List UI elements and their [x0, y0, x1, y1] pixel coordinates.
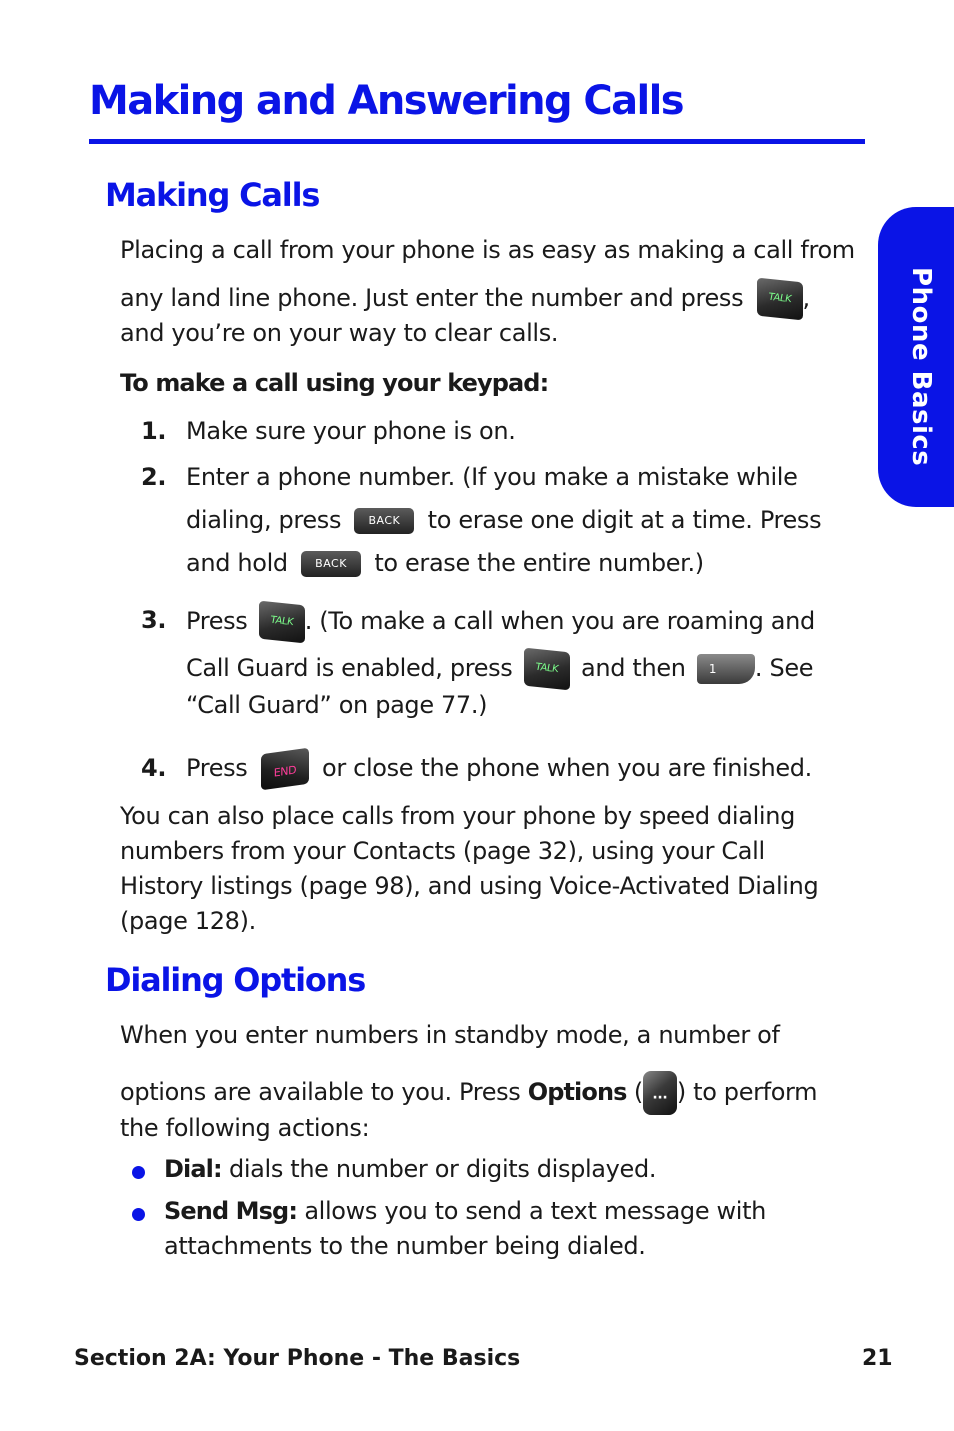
bullet-dial: [164, 1152, 656, 1187]
dialing-options-heading: Dialing Options: [105, 961, 366, 999]
options-text: ) to perform: [676, 1078, 818, 1106]
footer-section: Section 2A: Your Phone - The Basics: [74, 1346, 521, 1371]
step-3-text: . (To make a call when you are roaming and: [304, 607, 815, 635]
options-softkey-icon: ···: [643, 1071, 677, 1115]
bullet-term: Send Msg:: [164, 1197, 298, 1225]
step-2-line-2: [186, 503, 821, 538]
intro-line-3: and you’re on your way to clear calls.: [120, 319, 559, 347]
options-label: Options: [527, 1078, 627, 1106]
page-title: Making and Answering Calls: [89, 78, 683, 124]
side-tab: [878, 207, 954, 507]
intro-comma: ,: [802, 284, 810, 312]
step-3-text: and then: [581, 654, 686, 682]
intro-text: any land line phone. Just enter the number and press: [120, 284, 744, 312]
step-number: 4.: [141, 754, 167, 782]
step-3-line-3: “Call Guard” on page 77.): [186, 691, 488, 719]
intro-line-1: Placing a call from your phone is as easy as making a call from: [120, 236, 855, 264]
step-3-text: Call Guard is enabled, press: [186, 654, 513, 682]
bullet-icon: [132, 1208, 145, 1221]
step-4-text: or close the phone when you are finished.: [321, 754, 812, 782]
step-2-text: to erase one digit at a time. Press: [427, 506, 822, 534]
bullet-icon: [132, 1166, 145, 1179]
options-line-2: [120, 1071, 817, 1115]
step-3-line-1: [186, 603, 815, 641]
footer-page-number: 21: [862, 1346, 893, 1371]
step-3-text: Press: [186, 607, 248, 635]
one-key-icon: 1: [697, 654, 755, 684]
step-1-text: Make sure your phone is on.: [186, 417, 516, 445]
keypad-subhead: To make a call using your keypad:: [120, 369, 549, 397]
back-key-icon: BACK: [301, 551, 361, 577]
speed-dial-para-4: (page 128).: [120, 907, 256, 935]
back-key-icon: BACK: [354, 508, 414, 534]
options-line-3: the following actions:: [120, 1114, 370, 1142]
step-3-line-2: [186, 650, 813, 688]
speed-dial-para-2: numbers from your Contacts (page 32), using your Call: [120, 837, 765, 865]
options-text: options are available to you. Press: [120, 1078, 521, 1106]
bullet-text: allows you to send a text message with: [304, 1197, 767, 1225]
step-3-text: . See: [754, 654, 814, 682]
step-number: 3.: [141, 606, 167, 634]
step-2-text: to erase the entire number.): [374, 549, 704, 577]
step-2-text: and hold: [186, 549, 288, 577]
step-number: 1.: [141, 417, 167, 445]
bullet-text: dials the number or digits displayed.: [228, 1155, 657, 1183]
talk-key-icon: TALK: [524, 648, 570, 691]
bullet-term: Dial:: [164, 1155, 222, 1183]
step-2-text: dialing, press: [186, 506, 342, 534]
making-calls-heading: Making Calls: [105, 176, 320, 214]
bullet-send-msg: [164, 1194, 766, 1229]
bullet-send-msg-line-2: attachments to the number being dialed.: [164, 1232, 646, 1260]
talk-key-icon: TALK: [757, 278, 803, 321]
step-4-line-1: [186, 751, 812, 787]
step-2-line-1: Enter a phone number. (If you make a mistake while: [186, 463, 798, 491]
speed-dial-para-3: History listings (page 98), and using Voice-Activated Dialing: [120, 872, 819, 900]
options-paren: (: [633, 1078, 643, 1106]
options-line-1: When you enter numbers in standby mode, a number of: [120, 1021, 780, 1049]
intro-line-2: [120, 280, 810, 318]
end-key-icon: END: [261, 748, 309, 791]
step-4-text: Press: [186, 754, 248, 782]
side-tab-label: Phone Basics: [906, 267, 936, 467]
talk-key-icon: TALK: [259, 601, 305, 644]
step-number: 2.: [141, 463, 167, 491]
step-2-line-3: [186, 546, 704, 581]
title-rule: [89, 139, 865, 144]
speed-dial-para-1: You can also place calls from your phone by speed dialing: [120, 802, 795, 830]
